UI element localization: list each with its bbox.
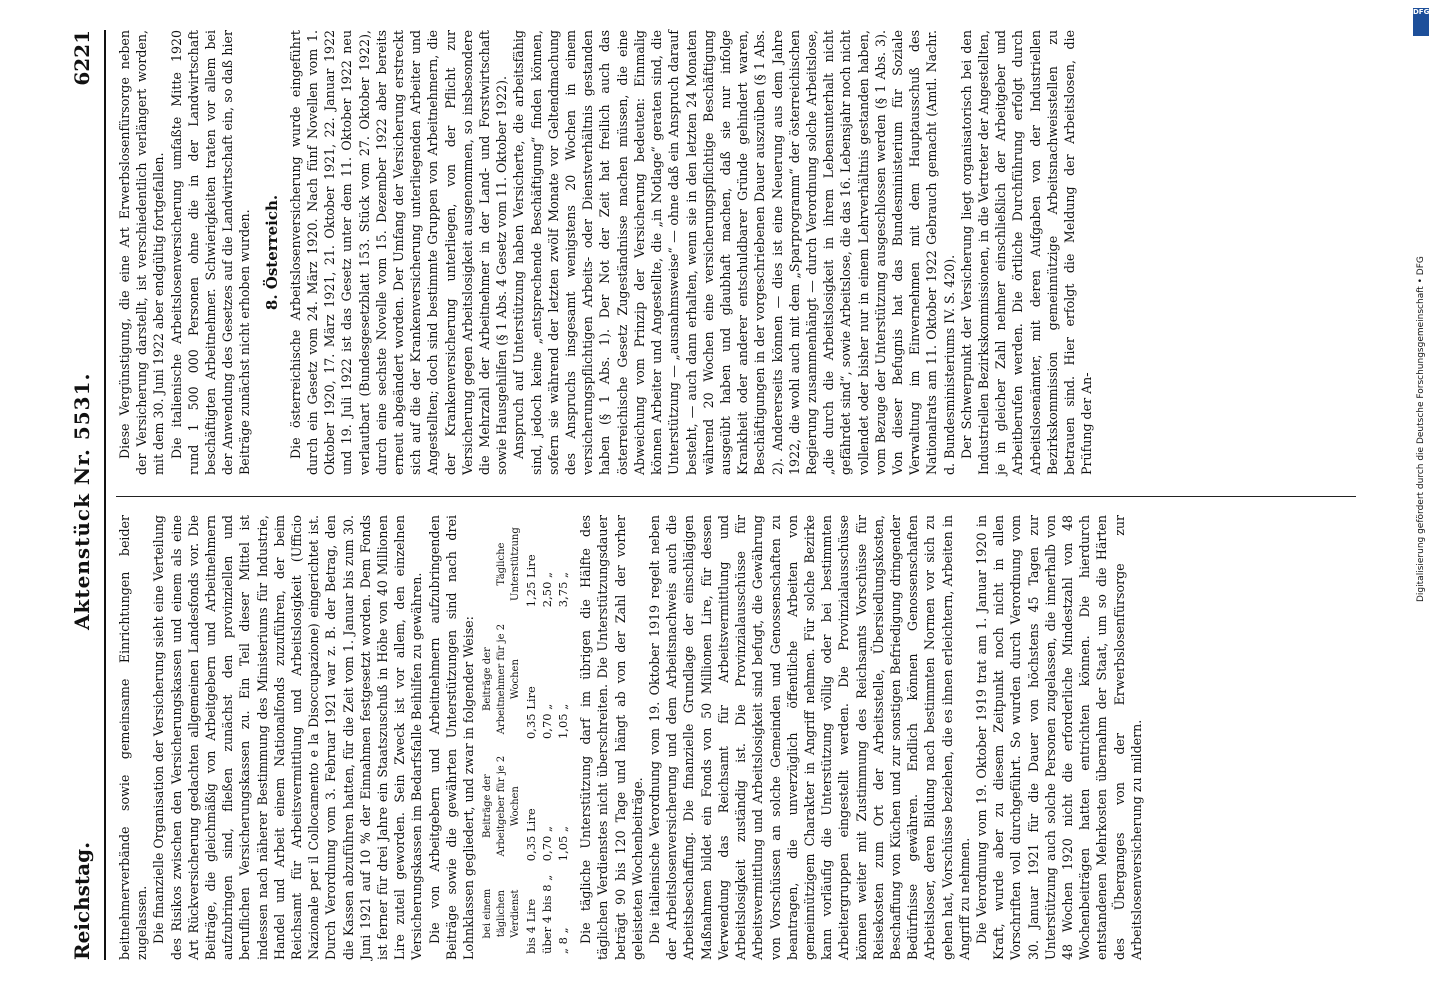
paragraph: Die finanzielle Organisation der Versicherung sieht eine Verteilung des Risikos zwischen den Versicherungskassen und einem als eine Art Rückversicherung gedachten allgemeinen Landesfonds vor. Die Beiträge, die gleichmäßig von Arbeitgebern und Arbeitnehmern aufzubringen sind, fließen zunächst den provinziellen und beruflichen Versicherungskassen zu. Ein Teil dieser Mittel ist indessen nach näherer Bestimmung des Ministeriums für Industrie, Handel und Arbeit einem Nationalfonds zuzuführen, der beim Reichsamt für Arbeitsvermittlung und Arbeitslosigkeit (Ufficio Nazionale per il Collocamento e la Disoccupazione) eingerichtet ist. Durch Verordnung vom 3. Februar 1921 war z. B. der Betrag, den die Kassen abzuführen hatten, für die Zeit vom 1. Januar bis zum 30. Juni 1921 auf 10 % der Einnahmen festgesetzt worden. Dem Fonds ist ferner für drei Jahre ein Staatszuschuß in Höhe von 40 Millionen Lire zuteil geworden. Sein Zweck ist vor allem, den einzelnen Versicherungskassen im Bedarfsfalle Beihilfen zu gewähren.	[151, 515, 425, 960]
paragraph: Die Verordnung vom 19. Oktober 1919 trat am 1. Januar 1920 in Kraft, wurde aber zu diesem Zeitpunkt noch nicht in allen Vorschriften voll durchgeführt. So wurden durch Verordnung vom 30. Januar 1921 für die Dauer von höchstens 45 Tagen zur Unterstützung auch solche Personen zugelassen, die innerhalb von 48 Wochen 1920 nicht die erforderliche Mindestzahl von 48 Wochenbeiträgen hatten entrichten können. Die hierdurch entstandenen Mehrkosten übernahm der Staat, um so die Härten des Überganges von der Erwerbslosenfürsorge zur Arbeitslosenversicherung zu mildern.	[973, 515, 1144, 960]
table-row	[523, 515, 539, 960]
table-cell: 0,70 „	[540, 703, 555, 740]
paragraph: beitnehmerverbände sowie gemeinsame Einrichtungen beider zugelassen.	[117, 515, 150, 960]
header-rule	[104, 30, 106, 960]
dfg-credit	[1412, 8, 1432, 998]
header-left: Reichstag.	[70, 841, 94, 960]
table-cell: 3,75 „	[556, 572, 571, 608]
table-cell: über 4 bis 8 „	[540, 874, 555, 954]
table-cell: 1,05 „	[556, 826, 571, 862]
table-row	[555, 515, 571, 960]
paragraph: Anspruch auf Unterstützung haben Versicherte, die arbeitsfähig sind, jedoch keine „entsprechende Beschäftigung“ finden können, sofern sie während der letzten zwölf Monate vor Geltendmachung des Anspruchs insgesamt wenigstens 20 Wochen in einem versicherungspflichtigen Arbeits- oder Dienstverhältnis gestanden haben (§ 1 Abs. 1). Der Not der Zeit hat freilich auch das österreichische Gesetz Zugeständnisse machen müssen, die eine Abweichung vom Prinzip der Versicherung bedeuten: Einmalig können Arbeiter und Angestellte, die „in Notlage“ geraten sind, die Unterstützung — „ausnahmsweise“ — ohne daß ein Anspruch darauf besteht, — auch dann erhalten, wenn sie in den letzten 24 Monaten während 20 Wochen eine versicherungspflichtige Beschäftigung ausgeübt haben und glaubhaft machen, daß sie nur infolge Krankheit oder anderer entschuldbarer Gründe gehindert waren, Beschäftigungen in der vorgeschriebenen Dauer auszuüben (§ 1 Abs. 2). Andererseits können — dies ist eine Neuerung aus dem Jahre 1922, die wohl auch mit dem „Sparprogramm“ der österreichischen Regierung zusammenhängt — durch Verordnung solche Arbeitslose, „die durch die Arbeitslosigkeit in ihrem Lebensunterhalt nicht gefährdet sind“, sowie Arbeitslose, die das 16. Lebensjahr noch nicht vollendet oder bisher nur in einem Lehrverhältnis gestanden haben, vom Bezuge der Unterstützung ausgeschlossen werden (§ 1 Abs. 3). Von dieser Befugnis hat das Bundesministerium für Soziale Verwaltung im Einvernehmen mit dem Hauptausschuß des Nationalrats am 11. Oktober 1922 Gebrauch gemacht (Amtl. Nachr. d. Bundesministeriums IV. S. 420).	[511, 30, 957, 475]
table-cell: 1,25 Lire	[524, 554, 539, 608]
table-cell: 1,05 „	[556, 703, 571, 740]
table-row	[539, 515, 555, 960]
table-cell: 0,70 „	[540, 826, 555, 862]
table-cell: 0,35 Lire	[524, 686, 539, 740]
table-header: Beiträge der Arbeitnehmer für je 2 Wochen	[482, 623, 522, 735]
page-header	[64, 30, 104, 960]
table-cell: „ 8 „	[556, 927, 571, 954]
table-header: Beiträge der Arbeitgeber für je 2 Wochen	[482, 755, 522, 857]
contribution-table	[481, 515, 571, 960]
paragraph: Die von Arbeitgebern und Arbeitnehmern aufzubringenden Beiträge sowie die gewährten Unterstützungen sind nach drei Lohnklassen gegliedert, und zwar in folgender Weise:	[426, 515, 477, 960]
paragraph: Die tägliche Unterstützung darf im übrigen die Hälfte des täglichen Verdienstes nicht überschreiten. Die Unterstützungsdauer beträgt 90 bis 120 Tage und hängt ab von der Zahl der vorher geleisteten Wochenbeiträge.	[578, 515, 645, 960]
table-header: Tägliche Unterstützung	[496, 527, 522, 601]
column-divider	[116, 496, 1356, 497]
text-column-right	[116, 30, 1095, 475]
paragraph: Die italienische Arbeitslosenversicherung umfaßte Mitte 1920 rund 1 500 000 Personen ohne die in der Landwirtschaft beschäftigten Arbeitnehmer. Schwierigkeiten traten vor allem bei der Anwendung des Gesetzes auf die Landwirtschaft ein, so daß hier Beiträge zunächst nicht erhoben wurden.	[168, 30, 253, 475]
text-column-left	[116, 515, 1145, 960]
page-number: 6221	[70, 30, 94, 86]
paragraph: Die italienische Verordnung vom 19. Oktober 1919 regelt neben der Arbeitslosenversicherung und dem Arbeitsnachweis auch die Arbeitsbeschaffung. Die finanzielle Grundlage der einschlägigen Maßnahmen bildet ein Fonds von 50 Millionen Lire, für dessen Verwendung das Reichsamt für Arbeitsvermittlung und Arbeitslosigkeit zuständig ist. Die Provinzialausschüsse für Arbeitsvermittlung und Arbeitslosigkeit sind befugt, die Gewährung von Vorschüssen an solche Gemeinden und Genossenschaften zu beantragen, die unverzüglich öffentliche Arbeiten von gemeinnützigem Charakter in Angriff nehmen. Für solche Bezirke kann vorläufig die Unterstützung völlig oder bei bestimmten Arbeitergruppen eingestellt werden. Die Provinzialausschüsse können weiter mit Zustimmung des Reichsamts Vorschüsse für Reisekosten zum Ort der Arbeitsstelle, Übersiedlungskosten, Beschaffung von Küchen und zur sonstigen Befriedigung dringender Bedürfnisse gewähren. Endlich können Genossenschaften Arbeitsloser, deren Bildung nach bestimmten Normen vor sich zu gehen hat, Vorschüsse beziehen, die es ihnen erleichtern, Arbeiten in Angriff zu nehmen.	[647, 515, 972, 960]
dfg-credit-text: Digitalisierung gefördert durch die Deutsche Forschungsgemeinschaft • DFG	[1416, 256, 1426, 602]
table-header: bei einem täglichen Verdienst	[482, 888, 522, 939]
dfg-logo: DFG	[1413, 8, 1429, 36]
document-sheet	[64, 30, 1354, 960]
paragraph: Diese Vergünstigung, die eine Art Erwerbslosenfürsorge neben der Versicherung darstellt, ist verschiedentlich verlängert worden, mit dem 30. Juni 1922 aber endgültig fortgefallen.	[117, 30, 167, 475]
table-cell: bis 4 Lire	[524, 898, 539, 954]
table-cell: 2,50 „	[540, 572, 555, 608]
table-cell: 0,35 Lire	[524, 808, 539, 862]
paragraph: Die österreichische Arbeitslosenversicherung wurde eingeführt durch ein Gesetz vom 24. März 1920. Nach fünf Novellen vom 1. Oktober 1920, 17. März 1921, 21. Oktober 1921, 22. Januar 1922 und 19. Juli 1922 ist das Gesetz unter dem 11. Oktober 1922 neu verlautbart (Bundesgesetzblatt 153. Stück vom 27. Oktober 1922), durch eine sechste Novelle vom 15. Dezember 1922 aber bereits erneut abgeändert worden. Der Umfang der Versicherung erstreckt sich auf die der Krankenversicherung unterliegenden Arbeiter und Angestellten; doch sind bestimmte Gruppen von Arbeitnehmern, die der Krankenversicherung unterliegen, von der Pflicht zur Versicherung gegen Arbeitslosigkeit ausgenommen, so insbesondere die Mehrzahl der Arbeitnehmer in der Land- und Forstwirtschaft sowie Hausgehilfen (§ 1 Abs. 4 Gesetz vom 11. Oktober 1922).	[287, 30, 510, 475]
paragraph: Der Schwerpunkt der Versicherung liegt organisatorisch bei den Industriellen Bezirkskommissionen, in die Vertreter der Angestellten, je in gleicher Zahl nehmer einschließlich der Arbeitgeber und Arbeitberufen werden. Die örtliche Durchführung erfolgt durch Arbeitslosenämter, mit deren Aufgaben von der Industriellen Bezirkskommission gemeinnützige Arbeitsnachweisstellen zu betrauen sind. Hier erfolgt die Meldung der Arbeitslosen, die Prüfung der An-	[958, 30, 1095, 475]
section-heading: 8. Österreich.	[262, 194, 281, 311]
header-title: Aktenstück Nr. 5531.	[70, 372, 94, 630]
